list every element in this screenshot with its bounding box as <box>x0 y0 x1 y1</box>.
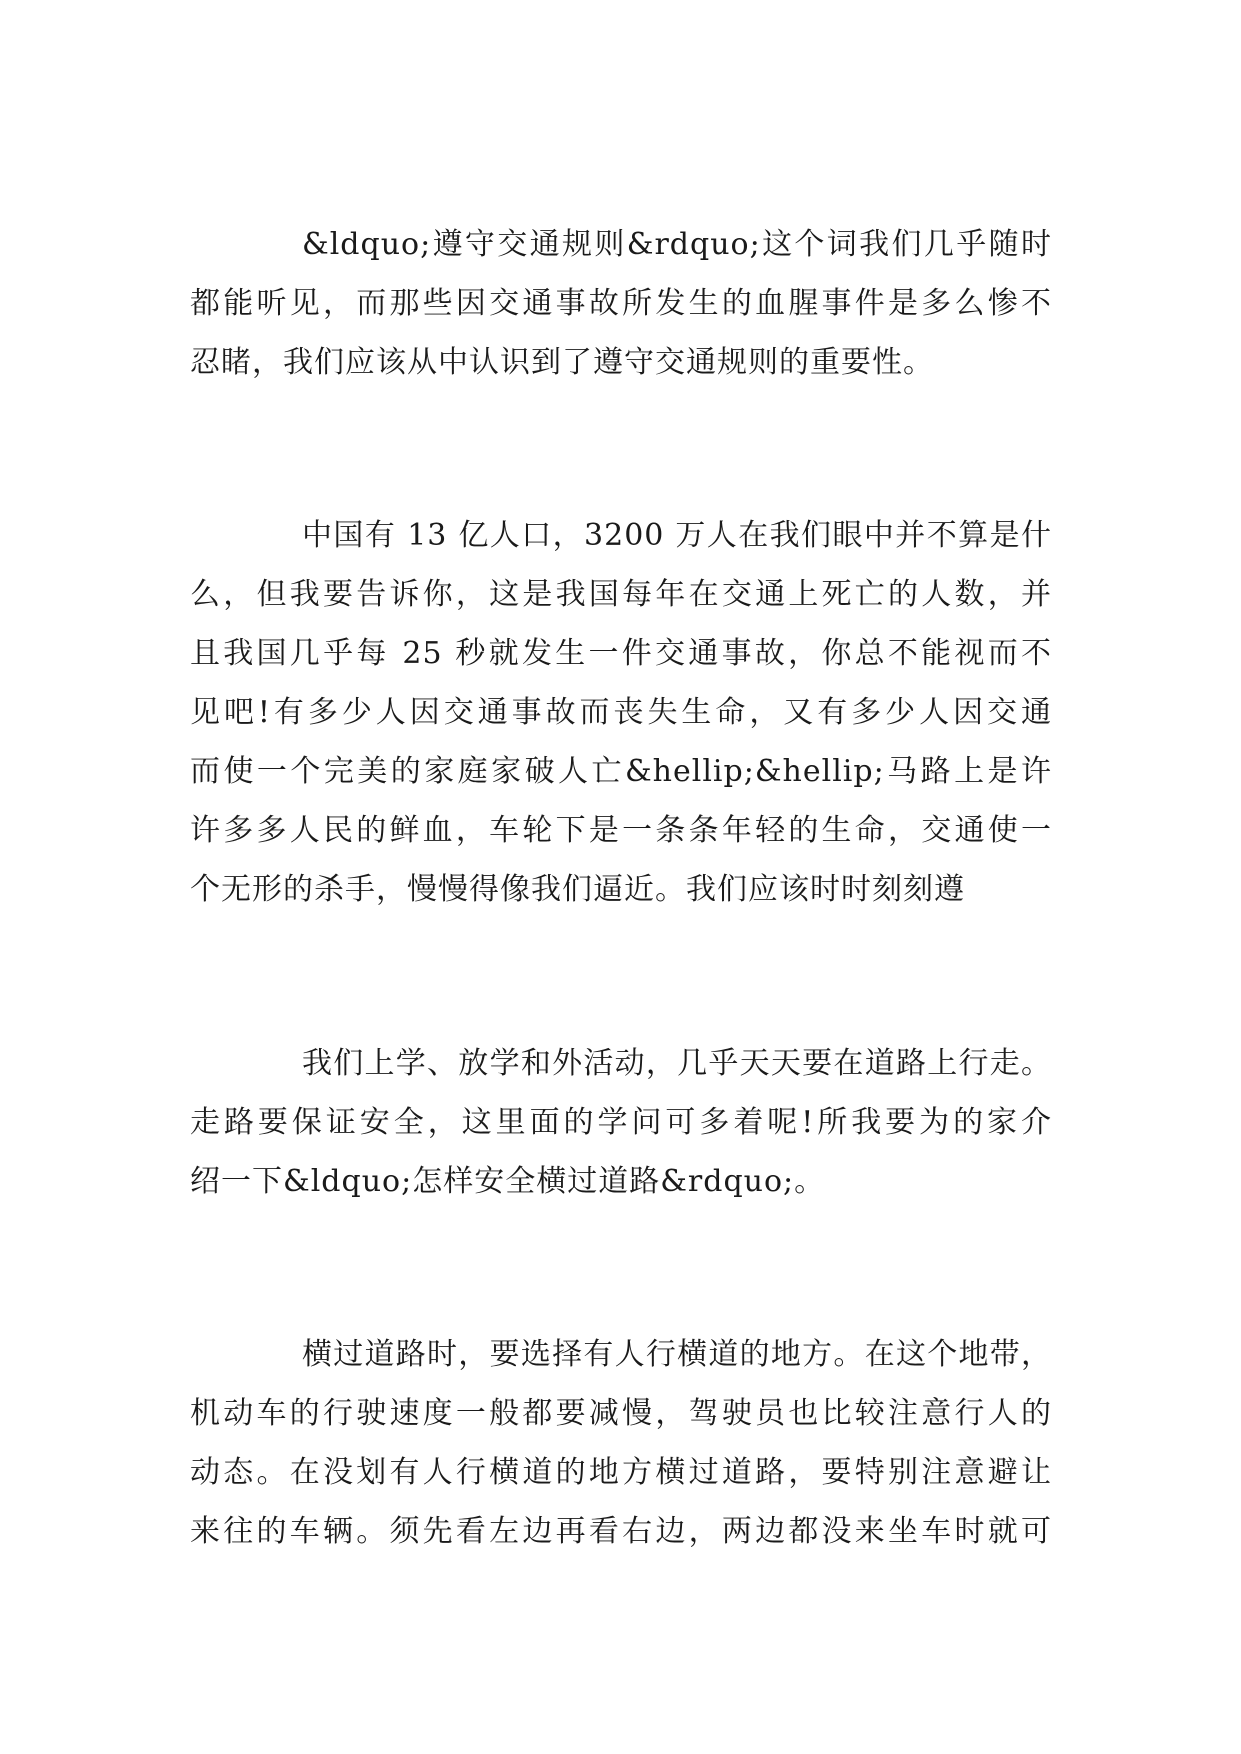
paragraph-line: &ldquo;遵守交通规则&rdquo;这个词我们几乎随时 <box>302 227 1052 262</box>
paragraph-line: 都能听见，而那些因交通事故所发生的血腥事件是多么惨不 <box>190 286 1052 321</box>
paragraph-traffic-rules-intro <box>190 215 1052 392</box>
paragraph-line: 而使一个完美的家庭家破人亡&hellip;&hellip;马路上是许 <box>190 754 1052 789</box>
paragraph-line: 我们上学、放学和外活动，几乎天天要在道路上行走。 <box>302 1046 1052 1081</box>
paragraph-line: 且我国几乎每 25 秒就发生一件交通事故，你总不能视而不 <box>190 636 1052 671</box>
paragraph-line: 机动车的行驶速度一般都要减慢，驾驶员也比较注意行人的 <box>190 1396 1052 1431</box>
paragraph-line: 忍睹，我们应该从中认识到了遵守交通规则的重要性。 <box>190 345 934 380</box>
paragraph-line: 许多多人民的鲜血，车轮下是一条条年轻的生命，交通使一 <box>190 813 1052 848</box>
paragraph-line: 绍一下&ldquo;怎样安全横过道路&rdquo;。 <box>190 1164 826 1199</box>
paragraph-line: 来往的车辆。须先看左边再看右边，两边都没来坐车时就可 <box>190 1514 1052 1549</box>
paragraph-line: 见吧!有多少人因交通事故而丧失生命，又有多少人因交通 <box>190 695 1052 730</box>
paragraph-walking-safety <box>190 1034 1052 1211</box>
paragraph-line: 么，但我要告诉你，这是我国每年在交通上死亡的人数，并 <box>190 577 1052 612</box>
paragraph-crossing-road <box>190 1325 1052 1561</box>
paragraph-line: 个无形的杀手，慢慢得像我们逼近。我们应该时时刻刻遵 <box>190 872 965 907</box>
paragraph-line: 横过道路时，要选择有人行横道的地方。在这个地带， <box>302 1337 1052 1372</box>
paragraph-traffic-statistics <box>190 506 1052 919</box>
paragraph-line: 动态。在没划有人行横道的地方横过道路，要特别注意避让 <box>190 1455 1052 1490</box>
paragraph-line: 中国有 13 亿人口，3200 万人在我们眼中并不算是什 <box>302 518 1052 553</box>
paragraph-line: 走路要保证安全，这里面的学问可多着呢!所我要为的家介 <box>190 1105 1052 1140</box>
